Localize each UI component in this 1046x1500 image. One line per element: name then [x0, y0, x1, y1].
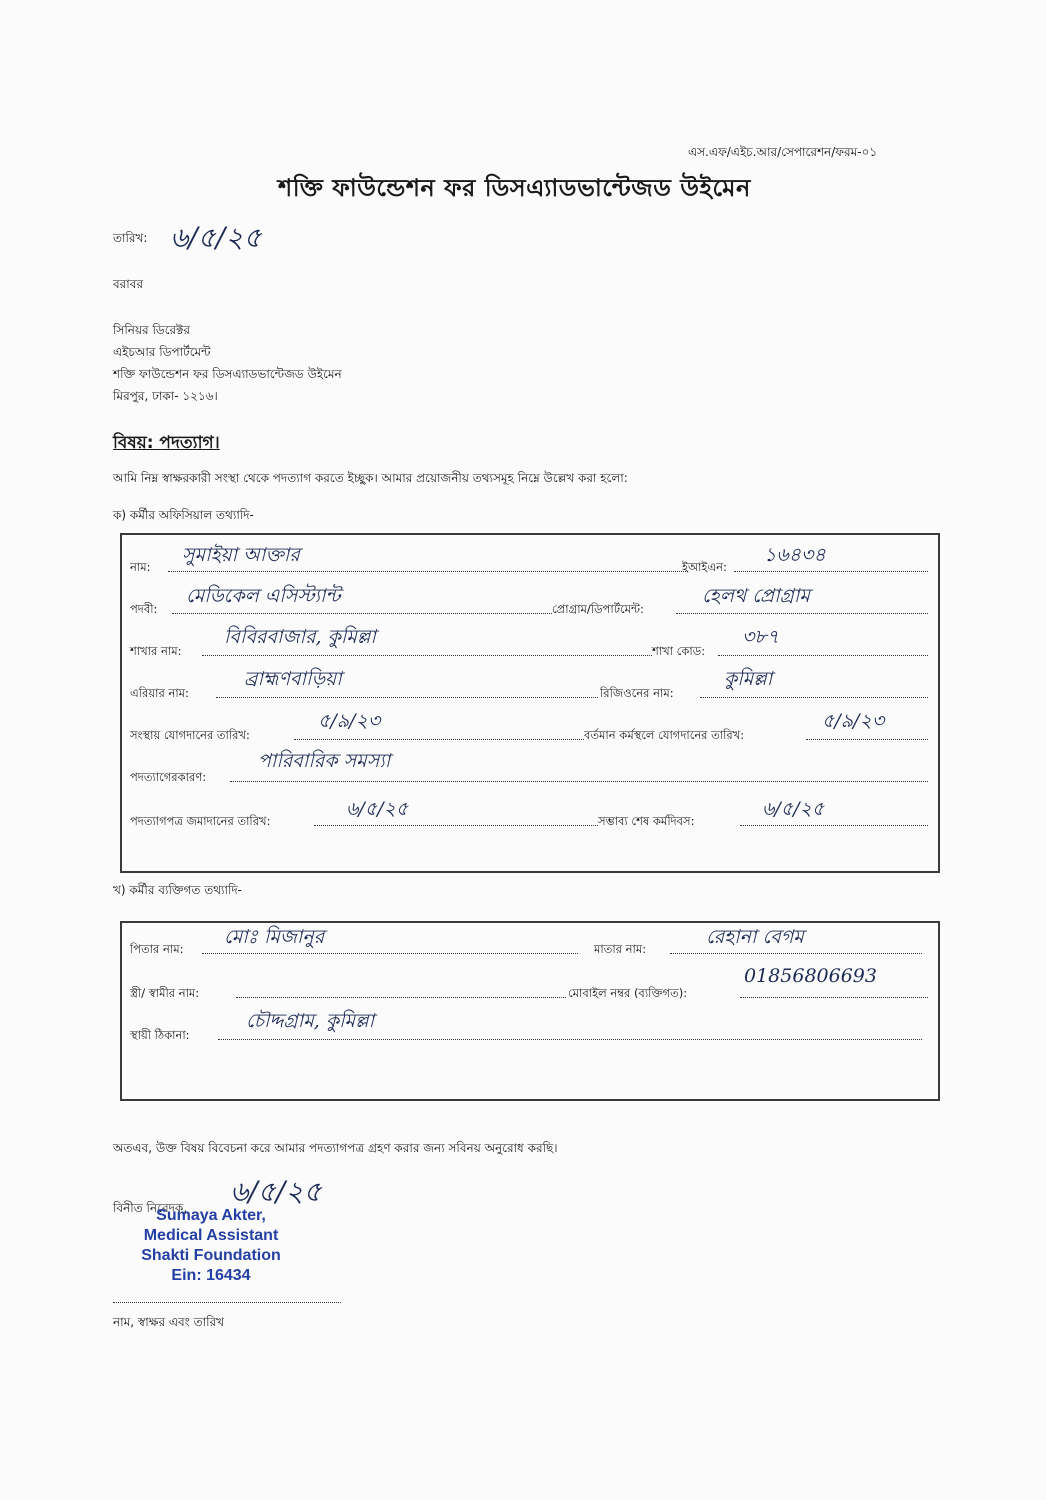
stamp-organization: Shakti Foundation [141, 1247, 281, 1264]
submit-date-label: পদত্যাগপত্র জমাদানের তারিখ: [130, 814, 271, 828]
father-name-value: মোঃ মিজানুর [224, 926, 325, 948]
signature-line [113, 1302, 341, 1303]
recipient-line: সিনিয়র ডিরেক্টর [113, 323, 190, 337]
stamp-designation: Medical Assistant [143, 1227, 279, 1244]
joining-value: ৫/৯/২৩ [318, 710, 381, 732]
mother-name-value: রেহানা বেগম [706, 926, 804, 948]
spouse-name-label: স্ত্রী/ স্বামীর নাম: [130, 986, 200, 1000]
name-value: সুমাইয়া আক্তার [182, 544, 300, 566]
date-value: ৬/৫/২৫ [170, 221, 262, 254]
mobile-label: মোবাইল নম্বর (ব্যক্তিগত): [568, 986, 688, 1000]
address-label: স্থায়ী ঠিকানা: [130, 1028, 190, 1042]
recipient-line: মিরপুর, ঢাকা- ১২১৬। [113, 389, 218, 403]
date-label: তারিখ: [113, 231, 148, 245]
personal-info-box [120, 921, 940, 1101]
program-value: হেলথ প্রোগ্রাম [702, 585, 810, 607]
mobile-value: 01856806693 [744, 965, 877, 987]
father-name-label: পিতার নাম: [130, 942, 184, 956]
stamp-ein: Ein: 16434 [171, 1267, 251, 1284]
closing-text: অতএব, উক্ত বিষয় বিবেচনা করে আমার পদত্যাগপত্র গ্রহণ করার জন্য সবিনয় অনুরোধ করছি। [113, 1141, 558, 1155]
stamp-name: Sumaya Akter, [156, 1207, 266, 1224]
branch-value: বিবিরবাজার, কুমিল্লা [224, 626, 376, 648]
program-label: প্রোগ্রাম/ডিপার্টমেন্ট: [552, 602, 644, 616]
subject: বিষয়: পদত্যাগ। [113, 433, 220, 453]
last-day-label: সম্ভাব্য শেষ কর্মদিবস: [598, 814, 695, 828]
intro-text: আমি নিম্ন স্বাক্ষরকারী সংস্থা থেকে পদত্যাগ করতে ইচ্ছুক। আমার প্রয়োজনীয় তথ্যসমূহ নিম্নে উল্লেখ করা হলো: [113, 471, 628, 485]
last-day-value: ৬/৫/২৫ [762, 798, 825, 820]
branch-code-label: শাখা কোড: [652, 644, 706, 658]
signature-date: ৬/৫/২৫ [230, 1175, 322, 1208]
designation-value: মেডিকেল এসিস্ট্যান্ট [186, 585, 341, 607]
signature-stamp [120, 1206, 302, 1286]
area-label: এরিয়ার নাম: [130, 686, 189, 700]
reason-value: পারিবারিক সমস্যা [258, 750, 391, 772]
official-info-box [120, 533, 940, 873]
name-label: নাম: [130, 560, 151, 574]
recipient-line: এইচআর ডিপার্টমেন্ট [113, 345, 211, 359]
address-value: চৌদ্দগ্রাম, কুমিল্লা [246, 1010, 375, 1032]
recipient-to: বরাবর [113, 277, 144, 291]
recipient-line: শক্তি ফাউন্ডেশন ফর ডিসএ্যাডভান্টেজড উইমেন [113, 367, 342, 381]
organization-title: শক্তি ফাউন্ডেশন ফর ডিসএ্যাডভান্টেজড উইমেন [278, 174, 751, 202]
signoff-label: বিনীত নিবেদক, [113, 1201, 188, 1215]
designation-label: পদবী: [130, 602, 158, 616]
signature-footer-label: নাম, স্বাক্ষর এবং তারিখ [113, 1315, 225, 1329]
reason-label: পদত্যাগেরকারণ: [130, 770, 207, 784]
area-value: ব্রাহ্মণবাড়িয়া [244, 668, 342, 690]
joining-label: সংস্থায় যোগদানের তারিখ: [130, 728, 250, 742]
region-label: রিজিওনের নাম: [600, 686, 674, 700]
branch-label: শাখার নাম: [130, 644, 182, 658]
section-personal-heading: খ) কর্মীর ব্যক্তিগত তথ্যাদি- [113, 883, 243, 897]
form-code: এস.এফ/এইচ.আর/সেপারেশন/ফরম-০১ [688, 145, 878, 159]
mother-name-label: মাতার নাম: [594, 942, 647, 956]
current-joining-value: ৫/৯/২৩ [822, 710, 885, 732]
current-joining-label: বর্তমান কর্মস্থলে যোগদানের তারিখ: [584, 728, 745, 742]
section-official-heading: ক) কর্মীর অফিসিয়াল তথ্যাদি- [113, 508, 254, 522]
branch-code-value: ৩৮৭ [742, 626, 780, 648]
region-value: কুমিল্লা [724, 668, 773, 690]
ein-label: ইআইএন: [682, 560, 727, 574]
ein-value: ১৬৪৩৪ [764, 544, 826, 566]
submit-date-value: ৬/৫/২৫ [346, 798, 409, 820]
